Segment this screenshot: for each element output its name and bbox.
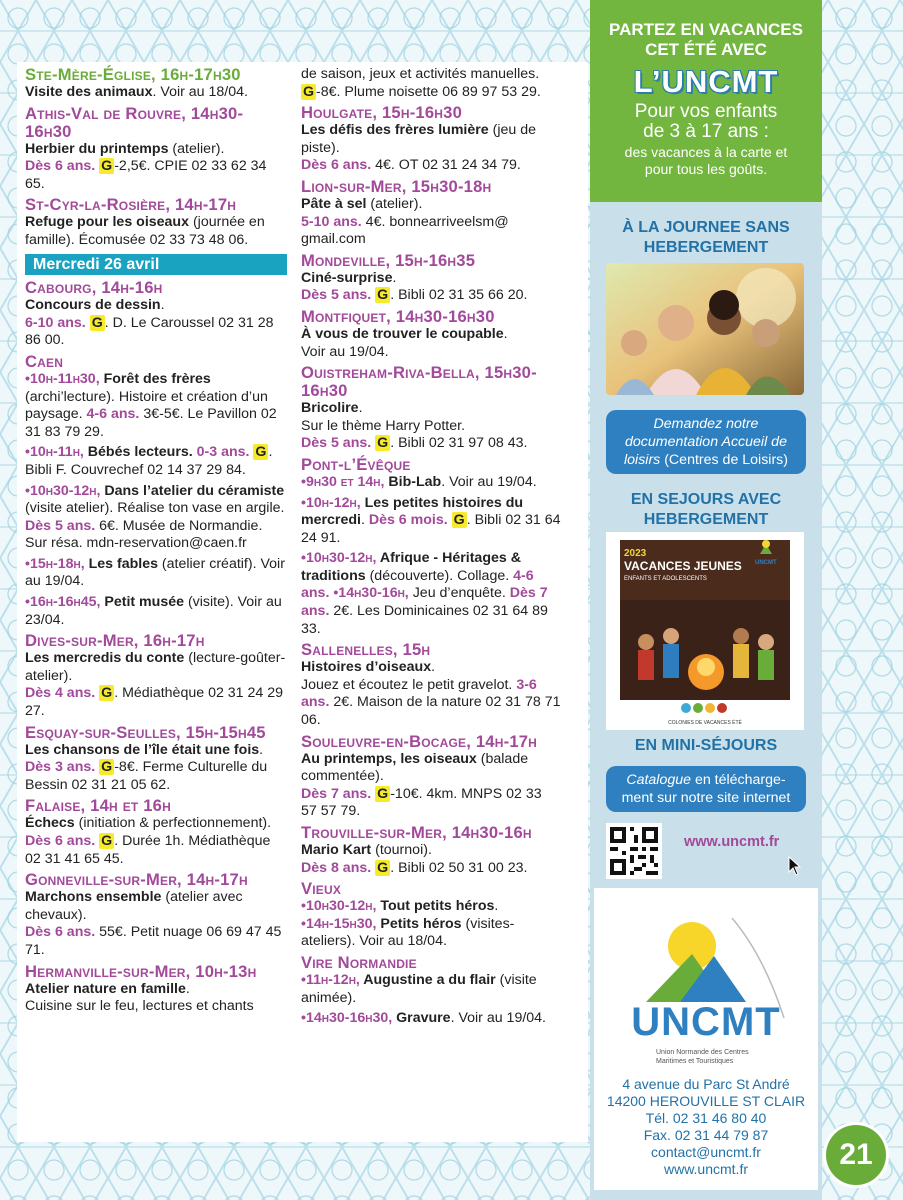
age-label: Dès 4 ans.: [25, 685, 96, 702]
listing-desc: .: [431, 659, 436, 676]
children-photo: [606, 263, 804, 395]
listing-details: (visites-ateliers). Voir au 18/04.: [301, 915, 515, 950]
listing-desc: (initiation & perfectionnement).: [74, 815, 272, 832]
free-badge: G: [377, 859, 389, 876]
listing-details: . Durée 1h. Médiathèque 02 31 41 65 45.: [25, 833, 271, 867]
page-number: 21: [826, 1125, 886, 1185]
contact-address: [594, 1076, 818, 1178]
button-text: documentation Accueil de: [625, 434, 787, 450]
listing-title: Échecs: [25, 815, 75, 832]
listing-entry: [301, 733, 561, 821]
listing-title: Ciné-surprise: [301, 269, 393, 286]
listing-entry: [301, 456, 561, 638]
listing-title: Bib-Lab: [384, 473, 442, 490]
heading-line: HEBERGEMENT: [643, 511, 769, 528]
listing-title: Dans l’atelier du céramiste: [100, 482, 285, 499]
promo-line: de 3 à 17 ans :: [643, 121, 769, 142]
listing-time: •15h-18h,: [25, 555, 85, 572]
listing-details: . Voir au 19/04.: [450, 1010, 547, 1027]
listing-desc: .: [185, 980, 190, 997]
listing-details: Jouez et écoutez le petit gravelot.: [301, 676, 517, 693]
listing-title: Visite des animaux: [25, 84, 153, 100]
listing-place: Mondeville, 15h-16h35: [301, 250, 476, 270]
listing-title: Tout petits héros: [376, 898, 495, 915]
listing-title: Les fables: [84, 555, 158, 572]
listing-place: Caen: [25, 351, 64, 371]
logo-tagline: [656, 1048, 749, 1066]
age-label: 5-10 ans.: [301, 213, 362, 230]
listing-time: •14h30-16h,: [329, 585, 409, 602]
listing-title: Marchons ensemble: [25, 889, 162, 906]
promo-brand: L’UNCMT: [633, 64, 779, 99]
listing-details: . Bibli 02 31 35 66 20.: [390, 287, 528, 304]
documentation-button[interactable]: [606, 410, 806, 474]
listing-title: Forêt des frères: [99, 370, 211, 387]
listing-time: •16h-16h45,: [25, 594, 101, 611]
button-text: Catalogue: [626, 772, 692, 788]
listing-details: . Bibli 02 31 64 24 91.: [301, 512, 561, 546]
address-line: 4 avenue du Parc St André: [622, 1076, 790, 1092]
free-badge: G: [377, 785, 389, 802]
promo-line: des vacances à la carte et: [624, 144, 788, 160]
listing-place: Falaise, 14h et 16h: [25, 796, 171, 816]
listing-title: Bricolire: [301, 400, 359, 417]
listing-time: •14h30-16h30,: [301, 1010, 393, 1027]
promo-line: PARTEZ EN VACANCES: [609, 20, 803, 39]
catalogue-download-button[interactable]: [606, 766, 806, 812]
age-label: Dès 7 ans.: [301, 585, 548, 620]
listing-title: Bébés lecteurs.: [83, 444, 193, 461]
listing-title: Histoires d’oiseaux: [301, 659, 432, 676]
brochure-illustration: [606, 532, 804, 730]
listing-details: de saison, jeux et activités manuelles.: [301, 66, 540, 82]
listing-details: -8€. Ferme Culturelle du Bessin 02 31 21 05 62.: [25, 759, 268, 793]
listing-details: . Bibli 02 31 97 08 43.: [390, 435, 528, 452]
day-header: Mercredi 26 avril: [25, 254, 287, 276]
age-label: Dès 7 ans.: [301, 785, 372, 802]
listing-details: Sur le thème Harry Potter.: [301, 417, 466, 434]
listing-entry: [301, 104, 561, 175]
listing-entry: [25, 196, 287, 249]
listing-desc: (balade commentée).: [301, 750, 529, 785]
listing-details: (journée en famille). Écomusée 02 33 73 48 06.: [25, 214, 265, 248]
listing-details: 55€. Petit nuage 06 69 47 45 71.: [25, 924, 282, 958]
qr-code-icon: [606, 823, 662, 879]
listing-place: Sallenelles, 15h: [301, 640, 431, 660]
listing-details: . Bibli F. Couvrechef 02 14 37 29 84.: [25, 444, 273, 478]
listing-entry: [25, 797, 287, 868]
listing-time: •10h-12h,: [301, 494, 361, 511]
listing-desc: (jeu de piste).: [301, 122, 537, 156]
age-label: Dès 6 ans.: [301, 157, 372, 174]
listing-entry: [25, 632, 287, 720]
listing-time: •10h30-12h,: [301, 550, 377, 567]
listing-place: Houlgate, 15h-16h30: [301, 103, 463, 123]
free-badge: G: [91, 314, 103, 331]
button-text: loisirs: [624, 452, 661, 468]
age-label: 4-6 ans.: [86, 406, 140, 423]
logo-wordmark: UNCMT: [631, 1000, 781, 1044]
listing-desc: (atelier).: [366, 195, 423, 212]
listing-title: Herbier du printemps: [25, 140, 169, 157]
listing-place: Vieux: [301, 879, 342, 899]
age-label: Dès 5 ans.: [301, 435, 372, 452]
button-text: en télécharge-: [691, 772, 786, 788]
listing-entry: [301, 66, 561, 101]
listing-details: 4€. OT 02 31 24 34 79.: [371, 157, 521, 174]
listing-entry: [301, 364, 561, 453]
listing-title: Gravure: [392, 1010, 451, 1027]
age-label: Dès 6 ans.: [25, 833, 96, 849]
listing-entry: [25, 963, 287, 1016]
fax: Fax. 02 31 44 79 87: [643, 1127, 769, 1143]
free-badge: G: [303, 83, 315, 100]
website-link[interactable]: www.uncmt.fr: [684, 834, 780, 850]
listing-details: Voir au 19/04.: [301, 343, 389, 360]
listing-details: (visite). Voir au 23/04.: [25, 594, 282, 628]
listings-panel: [17, 62, 588, 1142]
listing-details: Jeu d’enquête.: [408, 585, 510, 602]
section-heading: EN MINI-SÉJOURS: [634, 737, 778, 754]
age-label: Dès 8 ans.: [301, 859, 372, 876]
listing-details: -2,5€. CPIE 02 33 62 34 65.: [25, 158, 267, 192]
listings-column-2: [301, 66, 561, 1031]
age-label: 0-3 ans.: [192, 444, 250, 461]
listing-details: . Médiathèque 02 31 24 29 27.: [25, 685, 284, 720]
listing-desc: (découverte). Collage.: [365, 567, 514, 584]
listing-entry: [301, 308, 561, 361]
promo-line: Pour vos enfants: [634, 101, 778, 122]
listing-desc: (archi’lecture). Histoire et création d’un paysage.: [25, 388, 268, 423]
listing-place: Pont-l’Évêque: [301, 454, 411, 474]
listing-details: 4€. bonnearriveelsm@ gmail.com: [301, 213, 509, 248]
listing-desc: .: [358, 400, 363, 417]
listing-desc: (atelier avec chevaux).: [25, 889, 243, 923]
punctuation: .: [259, 741, 264, 758]
brochure-title: VACANCES JEUNES: [624, 559, 742, 573]
listing-place: Hermanville-sur-Mer, 10h-13h: [25, 961, 257, 981]
phone: Tél. 02 31 46 80 40: [645, 1110, 767, 1126]
listing-title: Concours de dessin: [25, 297, 161, 314]
listing-title: Atelier nature en famille: [25, 980, 186, 997]
section-heading: [590, 218, 822, 258]
listing-title: Les défis des frères lumière: [301, 122, 489, 139]
listing-place: Lion-sur-Mer, 15h30-18h: [301, 176, 492, 196]
logo-tagline-line: Union Normande des Centres: [656, 1049, 749, 1056]
section-heading: [590, 490, 822, 530]
promo-line: CET ÉTÉ AVEC: [645, 40, 767, 59]
listing-entry: [25, 724, 287, 795]
age-label: Dès 5 ans.: [25, 517, 96, 534]
listing-details: 2€. Maison de la nature 02 31 78 71 06.: [301, 694, 561, 729]
listing-details: . D. Le Caroussel 02 31 28 86 00.: [25, 314, 274, 349]
listings-column-1: [25, 66, 287, 1019]
listing-title: Pâte à sel: [301, 195, 367, 212]
contact-card: [594, 888, 818, 1190]
listing-entry: [301, 824, 561, 877]
free-badge: G: [101, 158, 113, 175]
listing-details: -10€. 4km. MNPS 02 33 57 57 79.: [301, 785, 542, 820]
listing-details: Cuisine sur le feu, lectures et chants: [25, 998, 254, 1015]
children-photo-illustration: [606, 263, 804, 395]
promo-banner: [590, 0, 822, 202]
listing-title: Afrique - Héritages & traditions: [301, 550, 521, 584]
brochure-logo: UNCMT: [755, 560, 777, 566]
button-text: Demandez notre: [653, 416, 759, 432]
listing-time: •14h-15h30,: [301, 915, 377, 932]
listing-entry: [301, 880, 561, 951]
listing-entry: [25, 105, 287, 194]
listing-time: •10h-11h30,: [25, 370, 100, 387]
free-badge: G: [255, 444, 267, 461]
listing-desc: (atelier).: [168, 140, 225, 157]
promo-line: pour tous les goûts.: [644, 161, 768, 177]
website-link[interactable]: www.uncmt.fr: [663, 1161, 748, 1177]
listing-place: Vire Normandie: [301, 952, 417, 972]
free-badge: G: [377, 435, 389, 452]
age-label: Dès 6 ans.: [25, 158, 96, 175]
punctuation: .: [360, 512, 369, 529]
listing-time: •10h30-12h,: [25, 482, 101, 499]
listing-details: . Voir au 19/04.: [441, 473, 537, 490]
listing-place: Esquay-sur-Seulles, 15h-15h45: [25, 722, 266, 742]
free-badge: G: [101, 759, 113, 776]
logo-tagline-line: Maritimes et Touristiques: [656, 1058, 734, 1065]
heading-line: HEBERGEMENT: [643, 239, 769, 256]
punctuation: .: [160, 297, 165, 314]
listing-entry: [25, 279, 287, 350]
listing-title: Augustine a du flair: [359, 971, 496, 988]
listing-details: (atelier créatif). Voir au 19/04.: [25, 555, 285, 590]
age-label: 4-6 ans.: [301, 567, 534, 602]
cursor-icon: [788, 856, 802, 876]
listing-details: 2€. Les Dominicaines 02 31 64 89 33.: [301, 603, 548, 637]
brochure-year: 2023: [624, 548, 647, 559]
listing-place: Dives-sur-Mer, 16h-17h: [25, 631, 205, 651]
listing-time: •10h-11h,: [25, 444, 84, 461]
listing-time: •10h30-12h,: [301, 898, 377, 915]
listing-entry: [25, 871, 287, 959]
age-label: Dès 6 ans.: [25, 924, 96, 941]
listing-details: -8€. Plume noisette 06 89 97 53 29.: [316, 83, 541, 100]
free-badge: G: [453, 512, 465, 529]
listing-place: Ouistreham-Riva-Bella, 15h30-16h30: [301, 363, 537, 401]
heading-line: EN SEJOURS AVEC: [630, 491, 782, 508]
listing-place: Ste-Mère-Église, 16h-17h30: [25, 65, 241, 84]
listing-title: Mario Kart: [301, 842, 372, 858]
listing-title: Les chansons de l’île était une fois: [25, 741, 260, 758]
heading-line: À LA JOURNEE SANS: [622, 219, 790, 236]
listing-details: .: [494, 898, 499, 915]
listing-place: Montfiquet, 14h30-16h30: [301, 306, 495, 326]
listing-details: . Bibli 02 50 31 00 23.: [390, 859, 528, 876]
address-line: 14200 HEROUVILLE ST CLAIR: [606, 1093, 806, 1109]
age-label: Dès 5 ans.: [301, 287, 372, 304]
listing-desc: (tournoi).: [371, 842, 432, 858]
listing-desc: .: [392, 269, 397, 286]
uncmt-sidebar: [590, 0, 822, 1200]
age-label: Dès 3 ans.: [25, 759, 96, 776]
listing-desc: .: [503, 325, 508, 342]
free-badge: G: [101, 685, 113, 702]
listing-desc: (lecture-goûter-atelier).: [25, 650, 286, 684]
listing-title: À vous de trouver le coupable: [301, 325, 504, 342]
listing-title: Refuge pour les oiseaux: [25, 214, 189, 231]
listing-title: Au printemps, les oiseaux: [301, 750, 477, 767]
age-label: 3-6 ans.: [301, 676, 537, 711]
listing-entry: [301, 954, 561, 1028]
age-label: 6-10 ans.: [25, 314, 86, 331]
email-link[interactable]: contact@uncmt.fr: [651, 1144, 761, 1160]
listing-details: . Voir au 18/04.: [152, 84, 248, 100]
listing-time: •9h30 et 14h,: [301, 473, 385, 490]
listing-title: Les petites histoires du mercredi: [301, 494, 524, 529]
listing-title: Les mercredis du conte: [25, 650, 185, 667]
brochure-subtitle: ENFANTS ET ADOLESCENTS: [624, 576, 707, 582]
brochure-cover: [606, 532, 804, 730]
button-text: (Centres de Loisirs): [660, 452, 788, 468]
listing-time: •11h-12h,: [301, 971, 360, 988]
qr-code[interactable]: [606, 823, 662, 879]
listing-details: 3€-5€. Le Pavillon 02 31 83 79 29.: [25, 406, 277, 440]
listing-place: Gonneville-sur-Mer, 14h-17h: [25, 870, 248, 890]
listing-place: Souleuvre-en-Bocage, 14h-17h: [301, 731, 538, 751]
listing-title: Petit musée: [100, 594, 185, 611]
listing-place: Athis-Val de Rouvre, 14h30-16h30: [25, 103, 244, 141]
listing-details: (visite animée).: [301, 971, 537, 1006]
button-text: ment sur notre site internet: [621, 790, 791, 806]
listing-place: Cabourg, 14h-16h: [25, 278, 163, 298]
listing-place: St-Cyr-la-Rosière, 14h-17h: [25, 195, 237, 215]
listing-entry: [25, 353, 287, 629]
free-badge: G: [101, 833, 113, 849]
listing-desc: (visite atelier). Réalise ton vase en argile.: [25, 500, 285, 517]
listing-title: Petits héros: [376, 915, 462, 932]
brochure-footer: COLONIES DE VACANCES ÉTÉ: [668, 720, 742, 726]
listing-entry: [301, 252, 561, 305]
listing-entry: [301, 641, 561, 729]
listing-place: Trouville-sur-Mer, 14h30-16h: [301, 823, 532, 842]
listing-details: 6€. Musée de Normandie. Sur résa. mdn-reservation@caen.fr: [25, 517, 263, 552]
age-label: Dès 6 mois.: [368, 512, 448, 529]
listing-entry: [25, 66, 287, 102]
listing-entry: [301, 178, 561, 249]
free-badge: G: [377, 287, 389, 304]
